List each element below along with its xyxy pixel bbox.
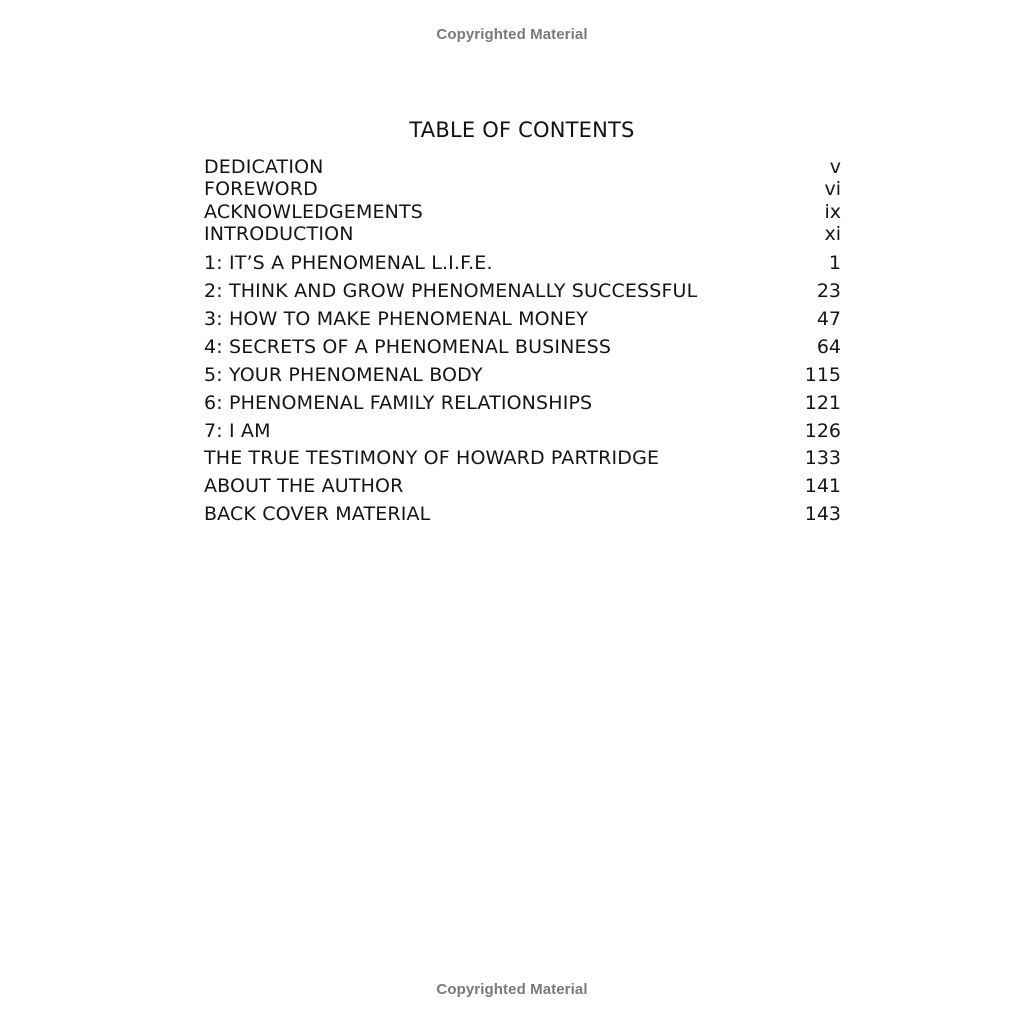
toc-entry-label: ABOUT THE AUTHOR [204,475,404,498]
toc-entry-label: 7: I AM [204,419,271,442]
toc-entry-label: INTRODUCTION [204,222,354,245]
toc-entry-chapter-4 [204,334,841,362]
toc-title: TABLE OF CONTENTS [409,118,635,142]
toc-entry-acknowledgements [204,201,841,223]
toc-entry-chapter-6 [204,390,841,418]
toc-entry-page: 141 [804,475,841,498]
toc-entry-dedication [204,156,841,178]
toc-entry-page: 47 [816,307,841,330]
toc-entry-chapter-1 [204,250,841,278]
toc-entry-label: BACK COVER MATERIAL [204,503,431,526]
toc-entry-label: FOREWORD [204,178,318,201]
toc-entry-label: 3: HOW TO MAKE PHENOMENAL MONEY [204,307,589,330]
toc-entry-page: xi [824,222,841,245]
copyright-watermark-bottom: Copyrighted Material [436,981,588,998]
toc-entry-chapter-5 [204,362,841,390]
toc-entry-about-author [204,473,841,501]
toc-entry-chapter-3 [204,306,841,334]
toc-entry-label: 5: YOUR PHENOMENAL BODY [204,363,483,386]
toc-entry-foreword [204,178,841,200]
toc-entry-label: 1: IT’S A PHENOMENAL L.I.F.E. [204,252,493,275]
copyright-watermark-top: Copyrighted Material [436,26,588,43]
toc-entry-label: DEDICATION [204,156,324,178]
toc-entry-label: 4: SECRETS OF A PHENOMENAL BUSINESS [204,335,612,358]
toc-entry-page: 126 [804,419,841,442]
toc-entry-chapter-7 [204,418,841,446]
toc-entry-page: vi [824,178,841,201]
toc-entry-page: 133 [804,447,841,470]
toc-entry-page: 23 [816,280,841,303]
toc-entry-back-cover [204,501,841,529]
toc-entry-label: ACKNOWLEDGEMENTS [204,200,423,223]
toc-entry-page: 64 [816,335,841,358]
toc-entry-page: v [829,156,841,178]
table-of-contents [204,156,841,529]
toc-entry-page: 1 [828,252,841,275]
toc-entry-chapter-2 [204,278,841,306]
toc-entry-label: THE TRUE TESTIMONY OF HOWARD PARTRIDGE [204,447,660,470]
toc-entry-testimony [204,445,841,473]
toc-entry-page: 143 [804,503,841,526]
toc-entry-label: 2: THINK AND GROW PHENOMENALLY SUCCESSFUL [204,280,698,303]
toc-entry-introduction [204,223,841,245]
toc-entry-label: 6: PHENOMENAL FAMILY RELATIONSHIPS [204,391,593,414]
toc-entry-page: 121 [804,391,841,414]
toc-entry-page: ix [824,200,841,223]
toc-entry-page: 115 [804,363,841,386]
